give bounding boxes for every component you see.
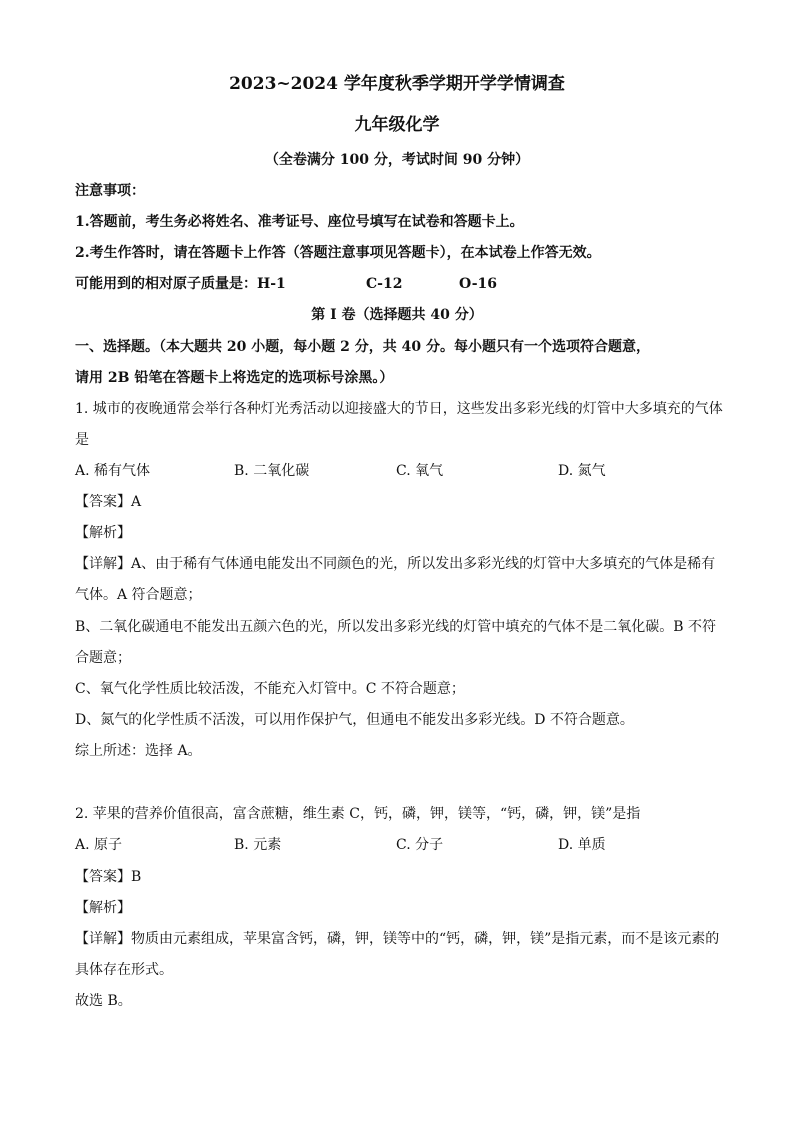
q2-option-a: A. 原子 — [75, 837, 123, 853]
notice-item-1: 1.答题前，考生务必将姓名、准考证号、座位号填写在试卷和答题卡上。 — [75, 214, 524, 230]
exam-subtitle: 九年级化学 — [354, 115, 440, 135]
section-instruction-line2: 请用 2B 铅笔在答题卡上将选定的选项标号涂黑。） — [75, 370, 394, 386]
q2-option-c: C. 分子 — [396, 837, 444, 853]
q2-option-b: B. 元素 — [234, 837, 282, 853]
q1-option-b: B. 二氧化碳 — [234, 463, 310, 479]
q1-stem-line2: 是 — [75, 432, 89, 448]
q1-summary: 综上所述：选择 A。 — [75, 743, 202, 759]
q2-answer: 【答案】B — [75, 869, 142, 885]
atomic-mass-label: 可能用到的相对原子质量是：H-1 — [75, 276, 286, 292]
q1-option-d: D. 氮气 — [558, 463, 606, 479]
q2-stem: 2. 苹果的营养价值很高，富含蔗糖，维生素 C，钙，磷，钾，镁等，“钙，磷，钾，镁”是指 — [75, 806, 641, 822]
q1-analysis-heading: 【解析】 — [75, 525, 131, 541]
q1-option-c: C. 氧气 — [396, 463, 444, 479]
q1-b-line1: B、二氧化碳通电不能发出五颜六色的光，所以发出多彩光线的灯管中填充的气体不是二氧化碳。B 不符 — [75, 619, 717, 635]
notice-heading: 注意事项： — [75, 183, 145, 199]
q1-option-a: A. 稀有气体 — [75, 463, 151, 479]
exam-note: （全卷满分 100 分，考试时间 90 分钟） — [264, 152, 530, 168]
q1-stem-line1: 1. 城市的夜晚通常会举行各种灯光秀活动以迎接盛大的节日，这些发出多彩光线的灯管中大多填充的气体 — [75, 401, 723, 417]
atomic-mass-o: O-16 — [459, 276, 498, 292]
q2-analysis-heading: 【解析】 — [75, 900, 131, 916]
q2-detail-line1: 【详解】物质由元素组成，苹果富含钙，磷，钾，镁等中的“钙，磷，钾，镁”是指元素，而不是该元素的 — [75, 931, 720, 947]
q1-detail-line1: 【详解】A、由于稀有气体通电能发出不同颜色的光，所以发出多彩光线的灯管中大多填充的气体是稀有 — [75, 556, 716, 572]
q2-option-d: D. 单质 — [558, 837, 606, 853]
q1-c-line: C、氧气化学性质比较活泼，不能充入灯管中。C 不符合题意； — [75, 681, 465, 697]
q1-d-line: D、氮气的化学性质不活泼，可以用作保护气，但通电不能发出多彩光线。D 不符合题意。 — [75, 712, 634, 728]
q2-conclusion: 故选 B。 — [75, 993, 132, 1009]
part1-title: 第 I 卷（选择题共 40 分） — [311, 307, 483, 323]
notice-item-2: 2.考生作答时，请在答题卡上作答（答题注意事项见答题卡），在本试卷上作答无效。 — [75, 245, 601, 261]
atomic-mass-c: C-12 — [366, 276, 403, 292]
q1-b-line2: 合题意； — [75, 650, 131, 666]
q2-detail-line2: 具体存在形式。 — [75, 962, 173, 978]
q1-answer: 【答案】A — [75, 494, 142, 510]
section-instruction-line1: 一、选择题。（本大题共 20 小题，每小题 2 分，共 40 分。每小题只有一个选项符合题意， — [75, 339, 650, 355]
q1-detail-line2: 气体。A 符合题意； — [75, 587, 202, 603]
exam-title: 2023~2024 学年度秋季学期开学学情调查 — [229, 74, 565, 94]
